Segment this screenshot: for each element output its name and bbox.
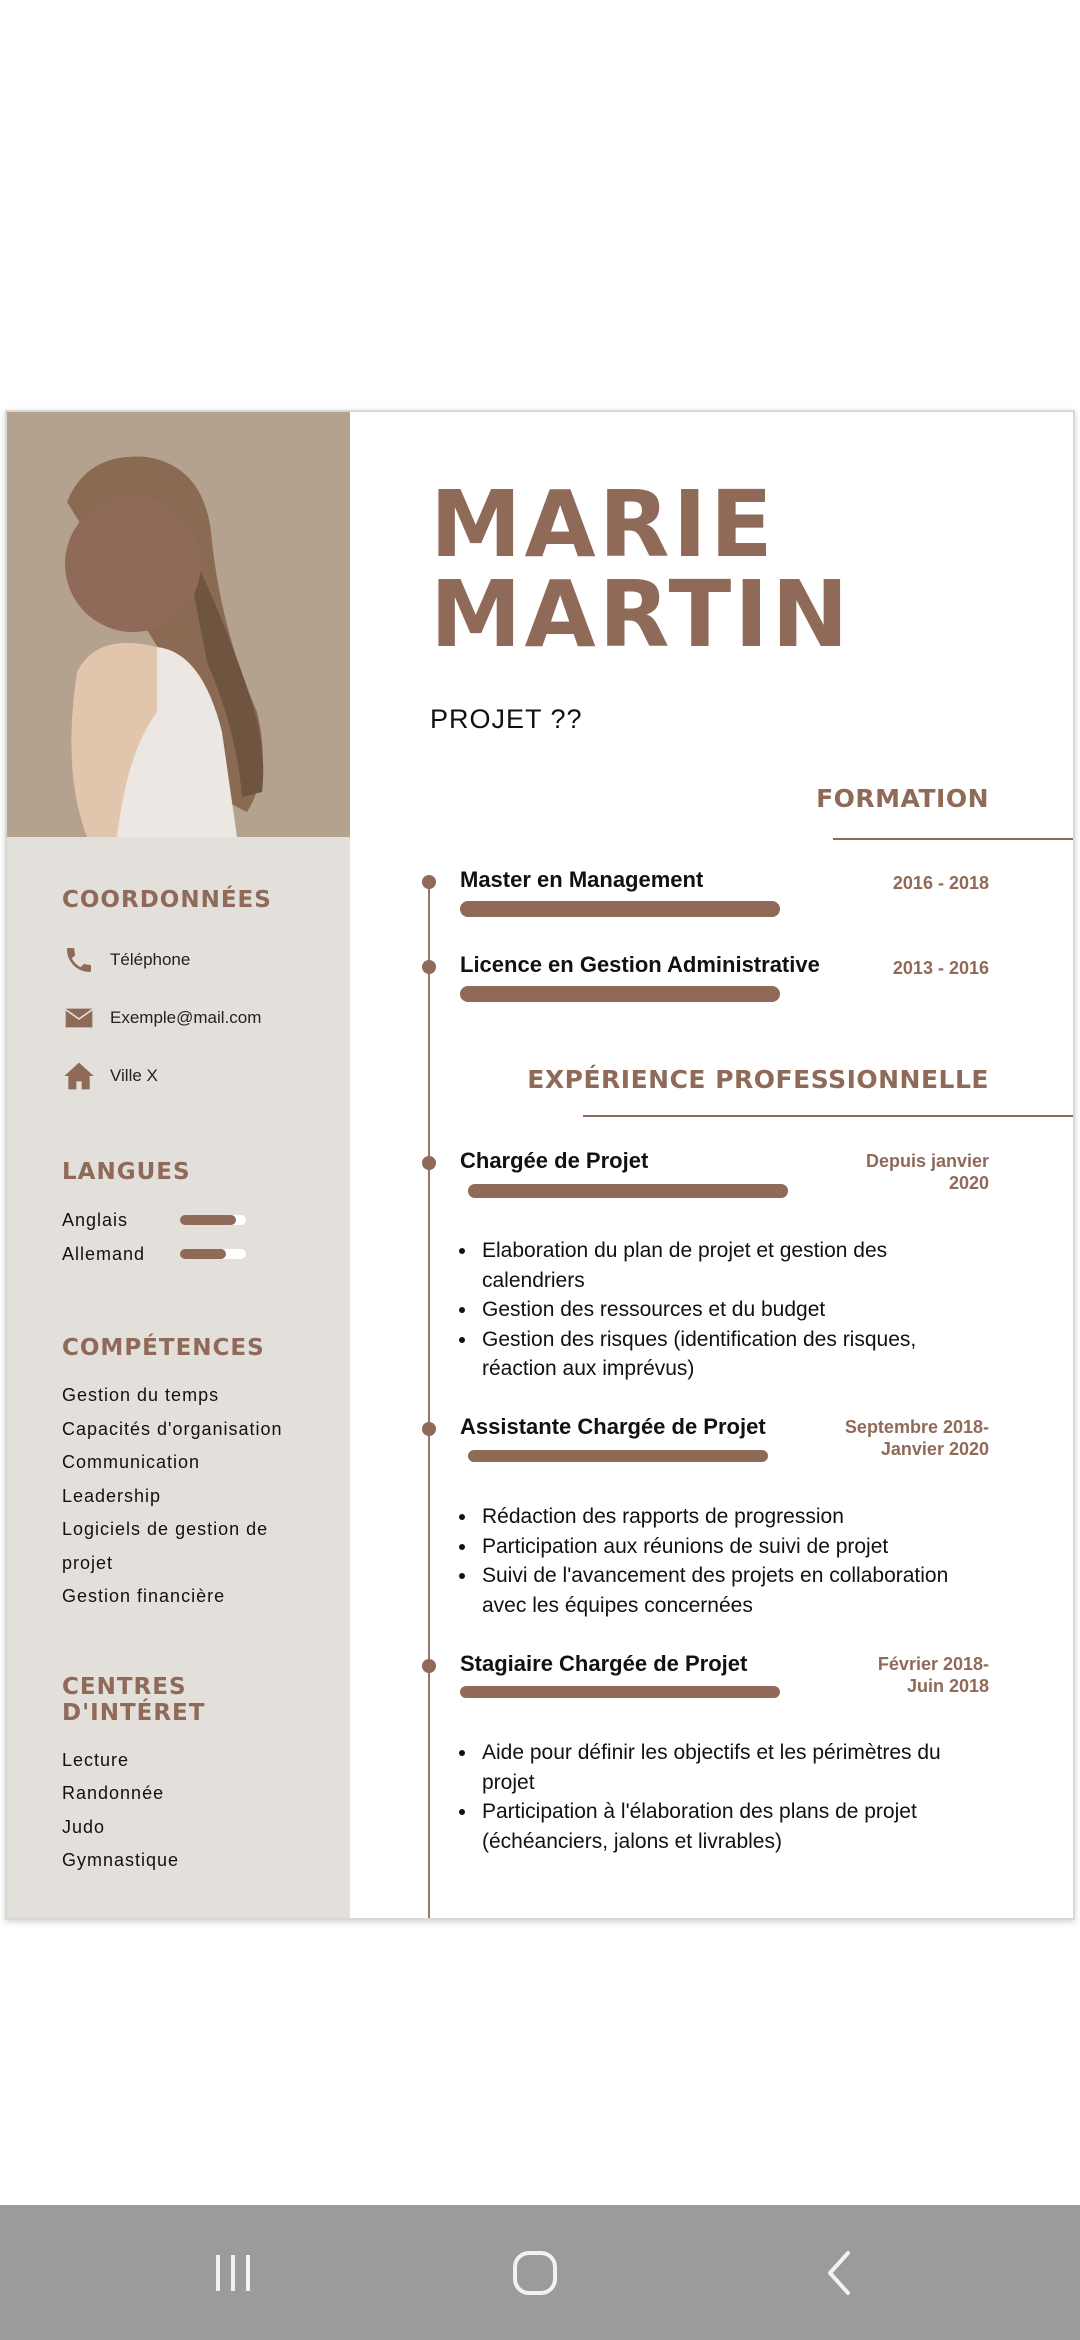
bullet-item: • Suivi de l'avancement des projets en collaboration avec les équipes concernées: [478, 1561, 978, 1620]
interest-item: Gymnastique: [62, 1850, 180, 1870]
education-title: FORMATION: [816, 784, 989, 813]
timeline-line: [428, 882, 430, 1920]
language-level-fill: [180, 1215, 236, 1225]
job-date-line2: Juin 2018: [906, 1676, 989, 1696]
bullet-item: • Participation à l'élaboration des plans de projet (échéanciers, jalons et livrables): [478, 1797, 978, 1856]
education-date: 2016 - 2018: [892, 873, 989, 893]
job-date: [878, 1653, 989, 1697]
cv-sidebar: [7, 412, 350, 1918]
skill-item: Capacités d'organisation: [62, 1418, 283, 1439]
timeline-dot: [422, 1659, 436, 1673]
interests-title: CENTRES D'INTÉRET: [62, 1673, 206, 1726]
skill-item: Gestion du temps: [62, 1385, 220, 1405]
redaction-mark: [460, 1686, 780, 1698]
job-date-line2: 2020: [948, 1173, 989, 1193]
phone-label: Téléphone: [110, 950, 191, 969]
home-circle-icon: [507, 2245, 563, 2301]
timeline-dot: [422, 1156, 436, 1170]
redaction-mark: [468, 1184, 788, 1198]
system-navigation-bar: [0, 2205, 1080, 2340]
interests-list: [62, 1744, 332, 1878]
bullet-item: • Gestion des ressources et du budget: [478, 1295, 978, 1325]
job-bullets: [458, 1738, 978, 1856]
contact-email: [62, 989, 332, 1047]
contact-phone: [62, 931, 332, 989]
skills-title: COMPÉTENCES: [62, 1335, 265, 1361]
email-label: Exemple@mail.com: [110, 1008, 262, 1027]
education-divider: [833, 838, 1073, 840]
job-title: Chargée de Projet: [460, 1148, 649, 1173]
job-bullets: [458, 1502, 978, 1620]
job-title: Assistante Chargée de Projet: [460, 1414, 766, 1439]
timeline-dot: [422, 875, 436, 889]
job-date: [866, 1150, 989, 1194]
cv-document: [5, 410, 1075, 1920]
language-item: [62, 1203, 332, 1237]
sidebar-content: [62, 887, 332, 1878]
portrait-image: [7, 412, 350, 837]
skill-item: projet: [62, 1552, 114, 1573]
skill-item: Leadership: [62, 1485, 162, 1506]
skill-item: Communication: [62, 1452, 201, 1472]
timeline-dot: [422, 960, 436, 974]
skill-item: Logiciels de gestion de: [62, 1519, 269, 1539]
skills-list: [62, 1379, 332, 1614]
first-name: MARIE: [430, 471, 776, 578]
job-date-line1: Février 2018-: [877, 1654, 989, 1674]
job-date-line2: Janvier 2020: [880, 1439, 989, 1459]
job-bullets: [458, 1236, 978, 1384]
mail-icon: [62, 1001, 96, 1035]
education-title-item: Licence en Gestion Administrative: [460, 952, 820, 977]
last-name: MARTIN: [430, 561, 852, 668]
contact-title: COORDONNÉES: [62, 887, 272, 913]
job-date: [845, 1416, 989, 1460]
profile-photo: [7, 412, 350, 837]
interest-item: Judo: [62, 1816, 106, 1837]
bullet-item: • Participation aux réunions de suivi de projet: [478, 1532, 978, 1562]
skill-item: Gestion financière: [62, 1586, 226, 1606]
education-title-item: Master en Management: [460, 867, 704, 892]
experience-title: EXPÉRIENCE PROFESSIONNELLE: [527, 1065, 989, 1094]
interest-item: Randonnée: [62, 1783, 165, 1803]
redaction-mark: [460, 986, 780, 1002]
experience-divider: [583, 1115, 1073, 1117]
recent-apps-icon: [205, 2245, 261, 2301]
job-date-line1: Septembre 2018-: [844, 1417, 989, 1437]
timeline-dot: [422, 1422, 436, 1436]
bullet-item: • Gestion des risques (identification des risques, réaction aux imprévus): [478, 1325, 978, 1384]
language-level-bar: [180, 1249, 246, 1259]
phone-icon: [62, 943, 96, 977]
city-label: Ville X: [110, 1066, 158, 1085]
back-chevron-icon: [812, 2245, 868, 2301]
job-title: Stagiaire Chargée de Projet: [460, 1651, 748, 1676]
language-name: Allemand: [62, 1243, 146, 1264]
interest-item: Lecture: [62, 1749, 130, 1770]
job-date-line1: Depuis janvier: [865, 1151, 989, 1171]
bullet-item: • Rédaction des rapports de progression: [478, 1502, 978, 1532]
cv-main: [350, 412, 1073, 1918]
cv-name: [430, 471, 852, 668]
redaction-mark: [460, 901, 780, 917]
languages-title: LANGUES: [62, 1159, 191, 1185]
language-level-fill: [180, 1249, 226, 1259]
language-name: Anglais: [62, 1209, 129, 1230]
bullet-item: • Elaboration du plan de projet et gestion des calendriers: [478, 1236, 978, 1295]
project-subtitle: PROJET ??: [430, 704, 583, 734]
recent-apps-button[interactable]: [203, 2243, 263, 2303]
contact-city: [62, 1047, 332, 1105]
bullet-item: • Aide pour définir les objectifs et les périmètres du projet: [478, 1738, 978, 1797]
back-button[interactable]: [810, 2243, 870, 2303]
language-item: [62, 1237, 332, 1271]
home-button[interactable]: [505, 2243, 565, 2303]
education-date: 2013 - 2016: [892, 958, 989, 978]
language-level-bar: [180, 1215, 246, 1225]
redaction-mark: [468, 1450, 768, 1462]
home-icon: [62, 1059, 96, 1093]
